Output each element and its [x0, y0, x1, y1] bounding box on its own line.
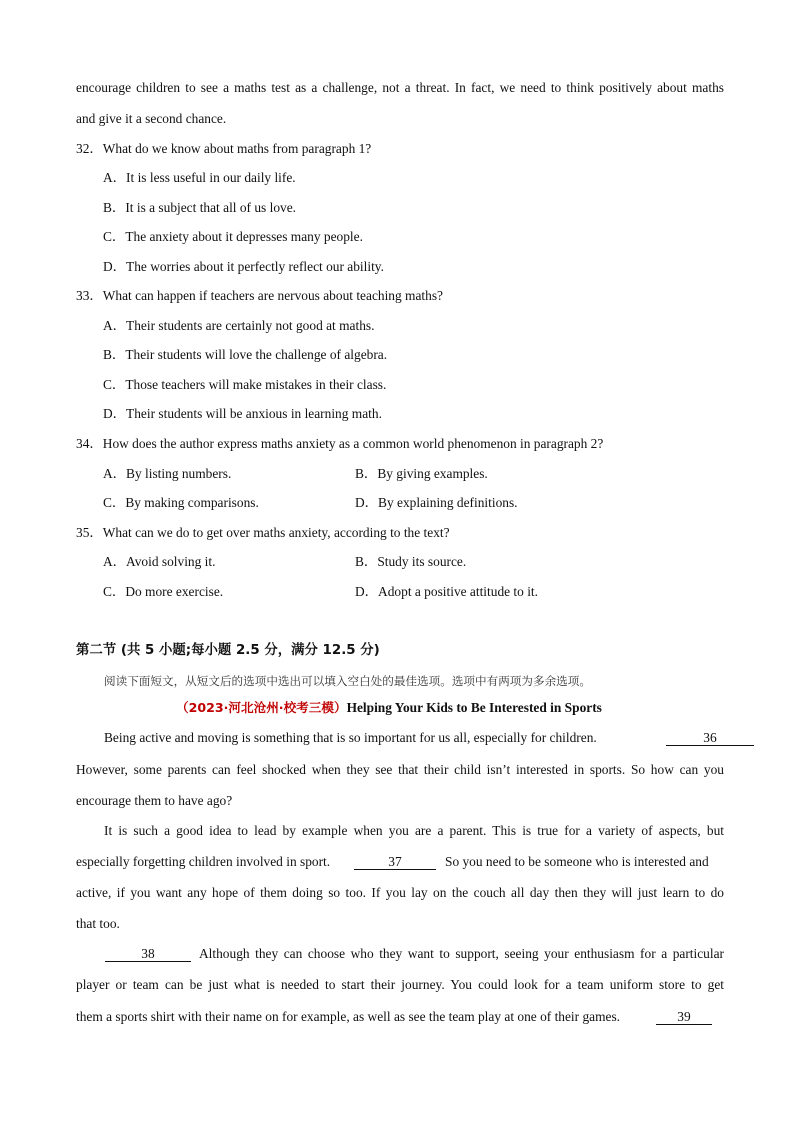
passage-p2-line-3: active, if you want any hope of them doing so too. If you lay on the couch all day then they will just learn to do [76, 885, 724, 900]
question-34-option-b: B．By giving examples. [355, 466, 488, 481]
passage-p2-line-4: that too. [76, 916, 120, 931]
question-35-option-a: A．Avoid solving it. [103, 554, 216, 569]
intro-line-2: and give it a second chance. [76, 111, 227, 126]
question-35-option-b: B．Study its source. [355, 554, 467, 569]
passage-p3-line-1: Although they can choose who they want to support, seeing your enthusiasm for a particular [199, 946, 724, 961]
passage-p3-line-3: them a sports shirt with their name on for example, as well as see the team play at one of their games. [76, 1009, 621, 1024]
blank-38[interactable] [105, 946, 191, 962]
source-label: （2023·河北沧州·校考三模） [176, 700, 347, 715]
blank-37-number: 37 [354, 855, 436, 870]
question-33-option-d: D．Their students will be anxious in learning math. [103, 406, 382, 421]
question-32-option-d: D．The worries about it perfectly reflect our ability. [103, 259, 384, 274]
intro-line-1: encourage children to see a maths test as a challenge, not a threat. In fact, we need to think positively about maths [76, 80, 724, 95]
passage-p2-line-2b: So you need to be someone who is interested and [445, 854, 709, 869]
question-35-option-d: D．Adopt a positive attitude to it. [355, 584, 538, 599]
passage-text: Being active and moving is something that is so important for us all, especially for children. [104, 730, 597, 745]
passage-p1-line-1 [104, 730, 597, 746]
passage-p2-line-1: It is such a good idea to lead by example when you are a parent. This is true for a variety of aspects, but [104, 823, 724, 838]
blank-39-number: 39 [656, 1010, 712, 1025]
blank-39[interactable] [656, 1009, 712, 1025]
passage-title: Helping Your Kids to Be Interested in Sports [346, 700, 602, 715]
question-34-option-c: C．By making comparisons. [103, 495, 259, 510]
blank-37[interactable] [354, 854, 436, 870]
question-33-option-a: A．Their students are certainly not good at maths. [103, 318, 375, 333]
question-33-stem: 33．What can happen if teachers are nervous about teaching maths? [76, 288, 443, 303]
passage-p1-line-2: However, some parents can feel shocked when they see that their child isn’t interested in sports. So how can you [76, 762, 724, 777]
blank-36-number: 36 [666, 731, 754, 746]
question-33-option-b: B．Their students will love the challenge of algebra. [103, 347, 388, 362]
question-35-stem: 35．What can we do to get over maths anxiety, according to the text? [76, 525, 450, 540]
passage-p3-line-2: player or team can be just what is needed to start their journey. You could look for a team uniform store to get [76, 977, 724, 992]
passage-p2-line-2a: especially forgetting children involved in sport. [76, 854, 331, 869]
question-34-stem: 34．How does the author express maths anxiety as a common world phenomenon in paragraph 2? [76, 436, 604, 451]
question-34-option-d: D．By explaining definitions. [355, 495, 518, 510]
blank-36[interactable] [666, 730, 754, 746]
question-34-option-a: A．By listing numbers. [103, 466, 232, 481]
question-35-option-c: C．Do more exercise. [103, 584, 224, 599]
passage-heading [176, 700, 602, 716]
question-33-option-c: C．Those teachers will make mistakes in their class. [103, 377, 387, 392]
question-32-option-a: A．It is less useful in our daily life. [103, 170, 296, 185]
blank-38-number: 38 [105, 947, 191, 962]
question-32-option-b: B．It is a subject that all of us love. [103, 200, 297, 215]
section-2-instruction: 阅读下面短文，从短文后的选项中选出可以填入空白处的最佳选项。选项中有两项为多余选项。 [104, 674, 591, 688]
passage-p1-line-3: encourage them to have ago? [76, 793, 233, 808]
section-2-title: 第二节 (共 5 小题;每小题 2.5 分，满分 12.5 分) [76, 643, 380, 658]
question-32-stem: 32．What do we know about maths from paragraph 1? [76, 141, 372, 156]
question-32-option-c: C．The anxiety about it depresses many people. [103, 229, 363, 244]
